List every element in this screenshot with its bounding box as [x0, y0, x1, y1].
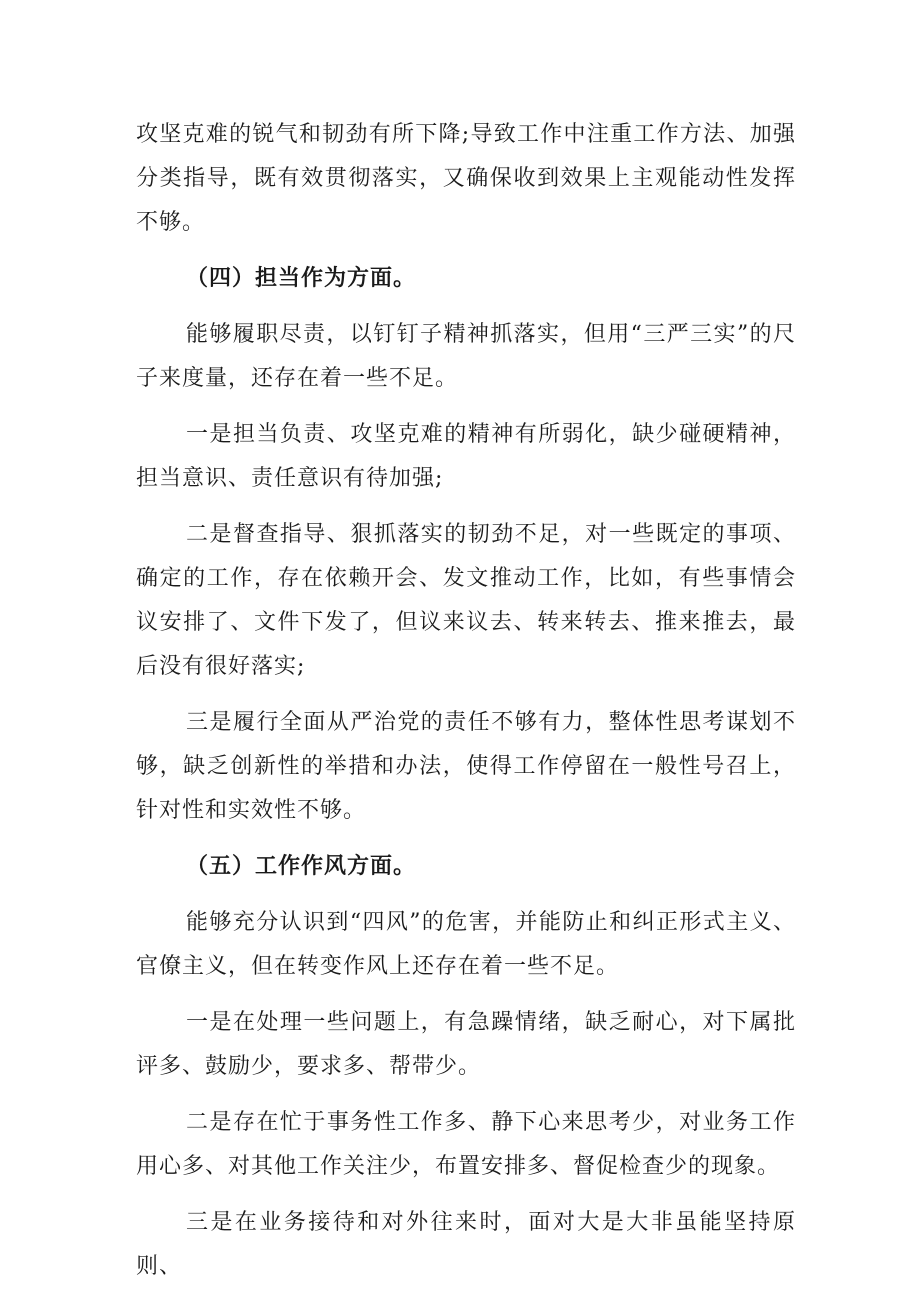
section-heading-4: （四）担当作为方面。 [186, 266, 417, 291]
paragraph-7: 一是在处理一些问题上，有急躁情绪，缺乏耐心，对下属批评多、鼓励少，要求多、帮带少。 [136, 1010, 796, 1079]
section-heading-5: （五）工作作风方面。 [186, 854, 417, 879]
paragraph-4: 二是督查指导、狠抓落实的韧劲不足，对一些既定的事项、确定的工作，存在依赖开会、发文推动工作，比如，有些事情会议安排了、文件下发了，但议来议去、转来转去、推来推去，最后没有很好落实; [136, 522, 796, 679]
paragraph-1: 攻坚克难的锐气和韧劲有所下降;导致工作中注重工作方法、加强分类指导，既有效贯彻落实，又确保收到效果上主观能动性发挥不够。 [136, 122, 796, 235]
paragraph-2: 能够履职尽责，以钉钉子精神抓落实，但用“三严三实”的尺子来度量，还存在着一些不足。 [136, 322, 796, 391]
paragraph-6: 能够充分认识到“四风”的危害，并能防止和纠正形式主义、官僚主义，但在转变作风上还存在着一些不足。 [136, 910, 796, 979]
paragraph-5: 三是履行全面从严治党的责任不够有力，整体性思考谋划不够，缺乏创新性的举措和办法，使得工作停留在一般性号召上，针对性和实效性不够。 [136, 710, 796, 823]
paragraph-3: 一是担当负责、攻坚克难的精神有所弱化，缺少碰硬精神，担当意识、责任意识有待加强; [136, 422, 796, 491]
paragraph-9: 三是在业务接待和对外往来时，面对大是大非虽能坚持原则、 [136, 1210, 796, 1279]
paragraph-8: 二是存在忙于事务性工作多、静下心来思考少，对业务工作用心多、对其他工作关注少，布置安排多、督促检查少的现象。 [136, 1110, 796, 1179]
document-body [136, 113, 796, 1301]
